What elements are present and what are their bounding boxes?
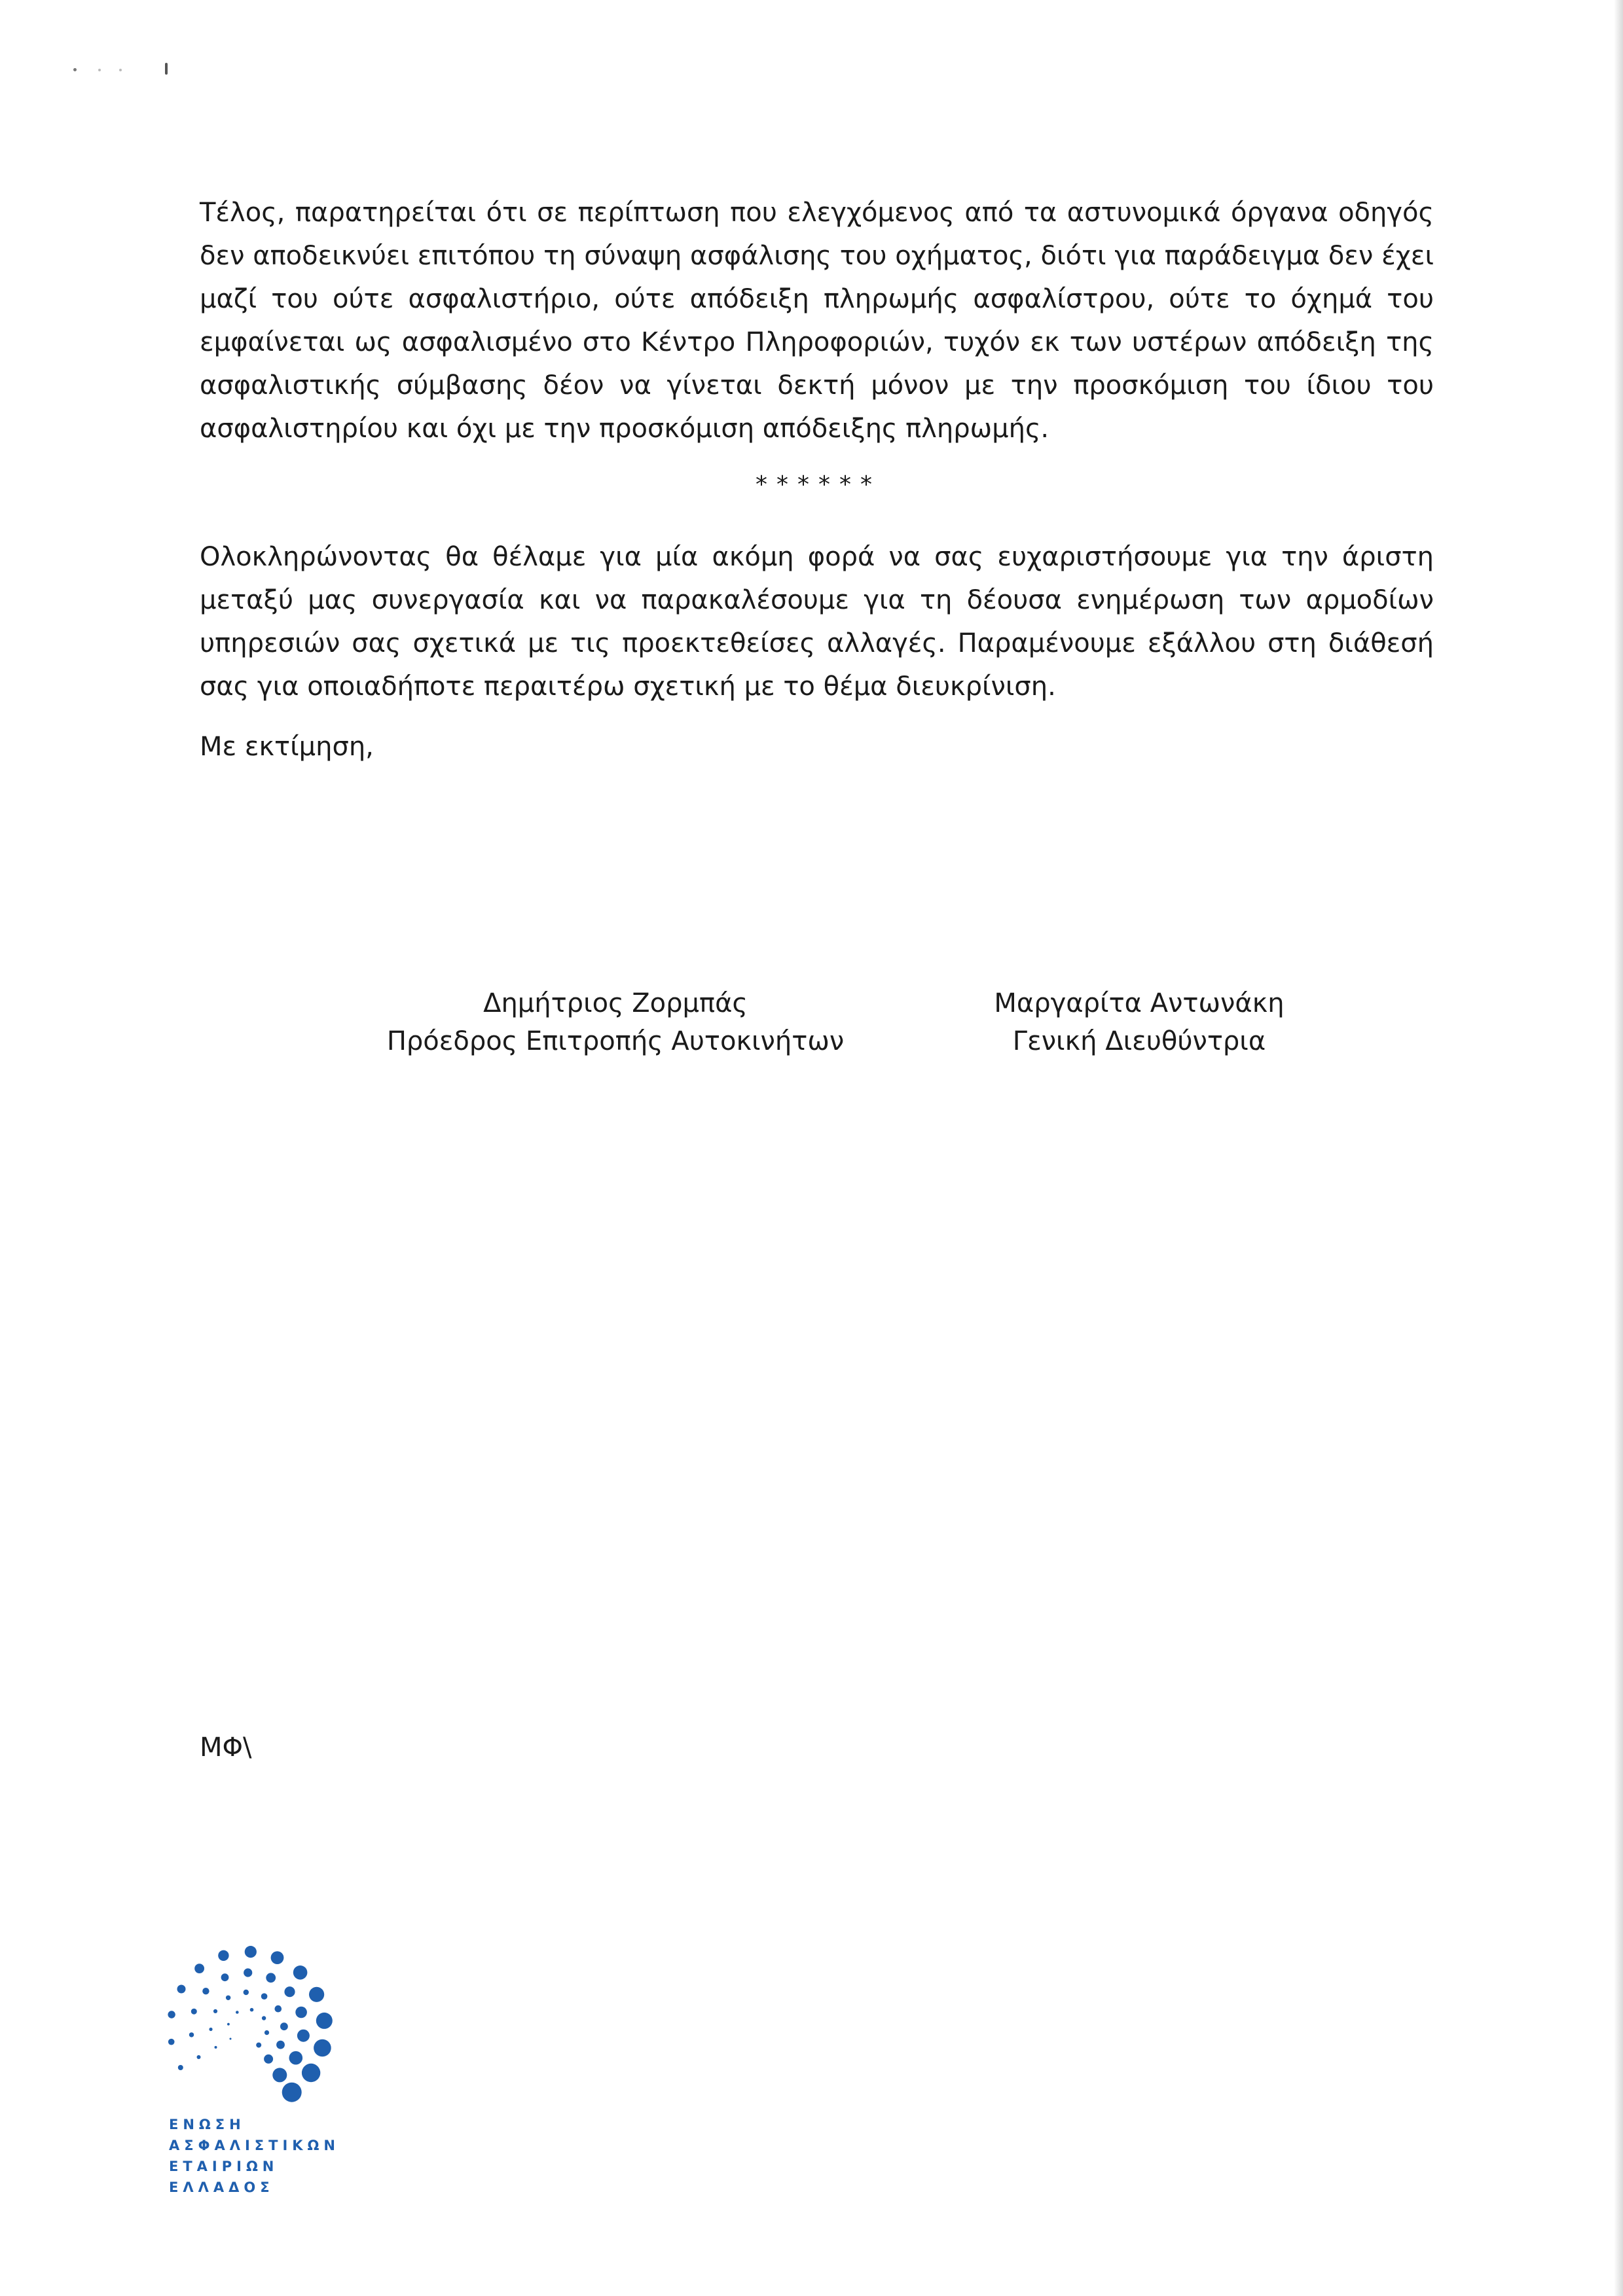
signatory-name: Μαργαρίτα Αντωνάκη (994, 988, 1285, 1018)
logo-dot (314, 2039, 331, 2057)
logo-dot (178, 2065, 183, 2070)
logo-dot (209, 2028, 212, 2031)
logo-text-line: ΕΤΑΙΡΙΩΝ (169, 2159, 279, 2174)
dot-circle-logo-icon (149, 1937, 359, 2114)
logo-dot (284, 1986, 295, 1997)
logo-dot (276, 2041, 285, 2049)
logo-dot (227, 2023, 230, 2026)
logo-dot (266, 1973, 276, 1982)
signature-block-chairman (367, 984, 864, 1060)
body-paragraph: Τέλος, παρατηρείται ότι σε περίπτωση που ελεγχόμενος από τα αστυνομικά όργανα οδηγός δεν αποδεικνύει επιτόπου τη σύναψη ασφάλισης του οχήματος, διότι για παράδειγμα δεν έχει μαζί του ούτε ασφαλιστήριο, ούτε απόδειξη πληρωμής ασφαλίστρου, ούτε το όχημά του εμφαίνεται ως ασφαλισμένο στο Κέντρο Πληροφοριών, τυχόν εκ των υστέρων απόδειξη της ασφαλιστικής σύμβασης δέον να γίνεται δεκτή μόνον με την προσκόμιση του ίδιου του ασφαλιστηρίου και όχι με την προσκόμιση απόδειξης πληρωμής. (200, 198, 1434, 444)
page-edge-shadow (1614, 0, 1623, 2296)
body-paragraph: Ολοκληρώνοντας θα θέλαμε για μία ακόμη φορά να σας ευχαριστήσουμε για την άριστη μεταξύ μας συνεργασία και να παρακαλέσουμε για τη δέουσα ενημέρωση των αρμοδίων υπηρεσιών σας σχετικά με τις προεκτεθείσες αλλαγές. Παραμένουμε εξάλλου στη διάθεσή σας για οποιαδήποτε περαιτέρω σχετική με το θέμα διευκρίνιση. (200, 542, 1434, 702)
logo-dot (256, 2043, 261, 2048)
logo-dot (230, 2038, 232, 2040)
logo-dot (271, 1951, 284, 1964)
logo-dot (226, 1996, 230, 2000)
logo-dot (316, 2013, 333, 2029)
signatory-title: Πρόεδρος Επιτροπής Αυτοκινήτων (386, 1026, 845, 1056)
logo-dot (218, 1950, 228, 1961)
logo-dot (194, 1964, 204, 1973)
logo-dot (202, 1988, 209, 1994)
logo-dot (282, 2083, 302, 2102)
closing-salutation: Με εκτίμηση, (200, 732, 374, 762)
logo-dot (295, 2007, 307, 2018)
logo-dot (309, 1987, 324, 2002)
logo-dot (197, 2055, 201, 2059)
signature-block-director (910, 984, 1368, 1060)
logo-text-line: ΕΛΛΑΔΟΣ (169, 2179, 274, 2195)
logo-dot (297, 2030, 310, 2042)
logo-dot (244, 1968, 252, 1977)
logo-dot (272, 2068, 287, 2082)
reference-initials: ΜΦ\ (200, 1732, 252, 1763)
logo-dot (245, 1946, 257, 1958)
section-separator: ****** (756, 471, 881, 498)
logo-dot (215, 2046, 217, 2049)
logo-dot (264, 2054, 273, 2064)
logo-dot (213, 2009, 217, 2013)
signatory-name: Δημήτριος Ζορμπάς (483, 988, 748, 1018)
logo-dot (261, 1993, 268, 2000)
logo-text-line: ΑΣΦΑΛΙΣΤΙΚΩΝ (169, 2138, 340, 2153)
logo-dot (168, 2039, 175, 2045)
logo-dot (250, 2008, 254, 2012)
logo-dot (236, 2011, 239, 2014)
logo-dot (275, 2005, 282, 2013)
scan-artifact-marks (73, 60, 178, 76)
logo-dot (189, 2032, 194, 2037)
logo-dot (244, 1990, 249, 1995)
logo-dot (289, 2051, 303, 2065)
logo-dot (264, 2030, 269, 2035)
logo-dot (262, 2016, 266, 2020)
organization-logo (149, 1937, 359, 2212)
logo-dot (302, 2064, 320, 2082)
logo-text-line: ΕΝΩΣΗ (169, 2117, 246, 2132)
logo-dot (168, 2011, 175, 2018)
logo-dot (221, 1973, 229, 1981)
logo-dot (293, 1965, 308, 1980)
signatory-title: Γενική Διευθύντρια (1012, 1026, 1266, 1056)
logo-dot (280, 2022, 288, 2030)
logo-dot (177, 1985, 186, 1994)
logo-dot (191, 2009, 197, 2015)
